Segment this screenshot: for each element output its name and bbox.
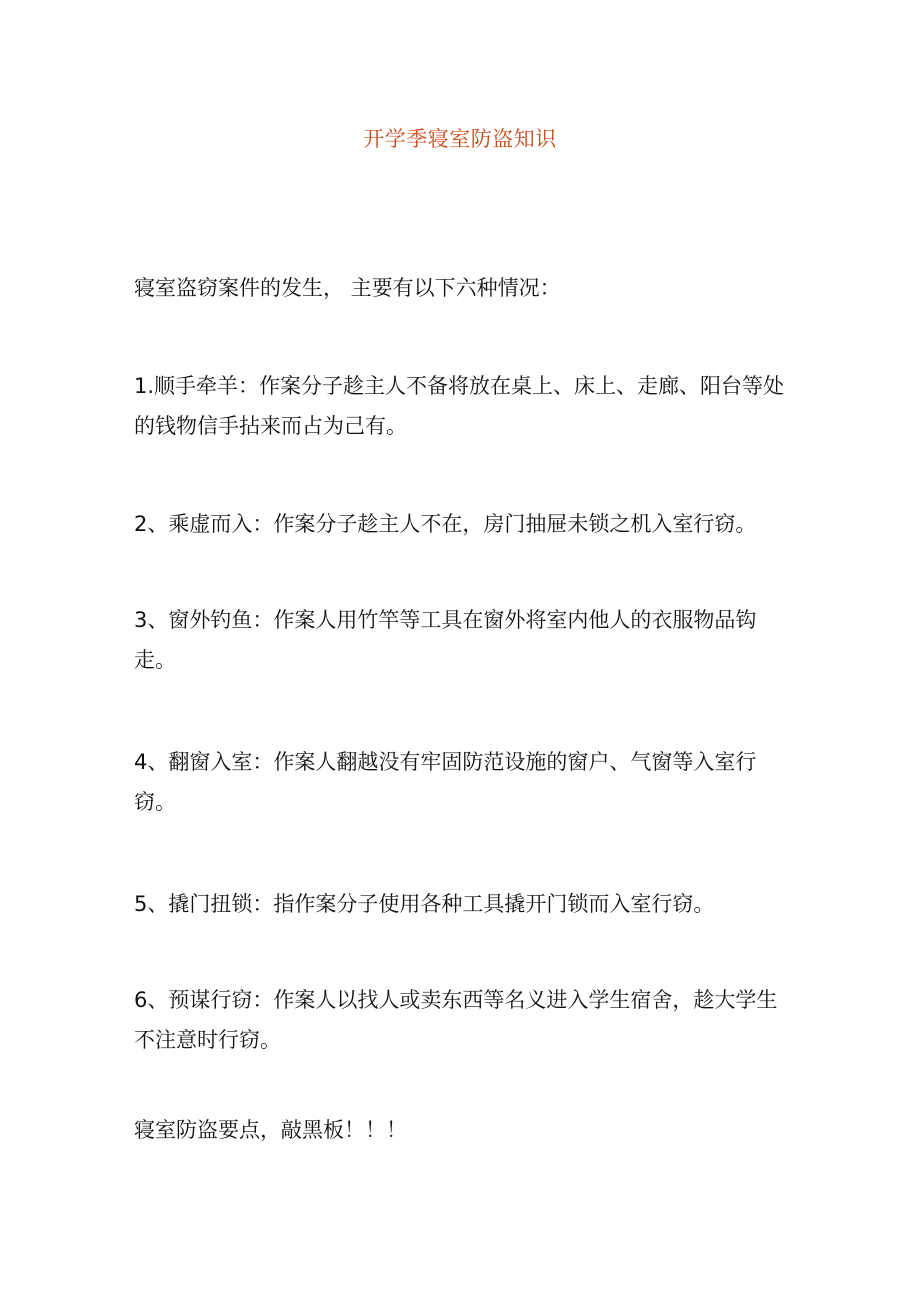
case-item-1: 1.顺手牵羊：作案分子趁主人不备将放在桌上、床上、走廊、阳台等处的钱物信手拈来而占为己有。 — [134, 374, 785, 438]
case-item-2: 2、乘虚而入：作案分子趁主人不在，房门抽屉未锁之机入室行窃。 — [134, 512, 757, 536]
case-item-6: 6、预谋行窃：作案人以找人或卖东西等名义进入学生宿舍，趁大学生不注意时行窃。 — [134, 988, 778, 1052]
closing-paragraph: 寝室防盗要点，敲黑板！！！ — [134, 1118, 407, 1142]
intro-paragraph: 寝室盗窃案件的发生， 主要有以下六种情况： — [134, 276, 561, 300]
case-item-4: 4、翻窗入室：作案人翻越没有牢固防范设施的窗户、气窗等入室行窃。 — [134, 750, 757, 814]
case-item-3: 3、窗外钓鱼：作案人用竹竿等工具在窗外将室内他人的衣服物品钩走。 — [134, 608, 757, 672]
document-title: 开学季寝室防盗知识 — [363, 127, 557, 151]
case-item-5: 5、撬门扭锁：指作案分子使用各种工具撬开门锁而入室行窃。 — [134, 892, 715, 916]
